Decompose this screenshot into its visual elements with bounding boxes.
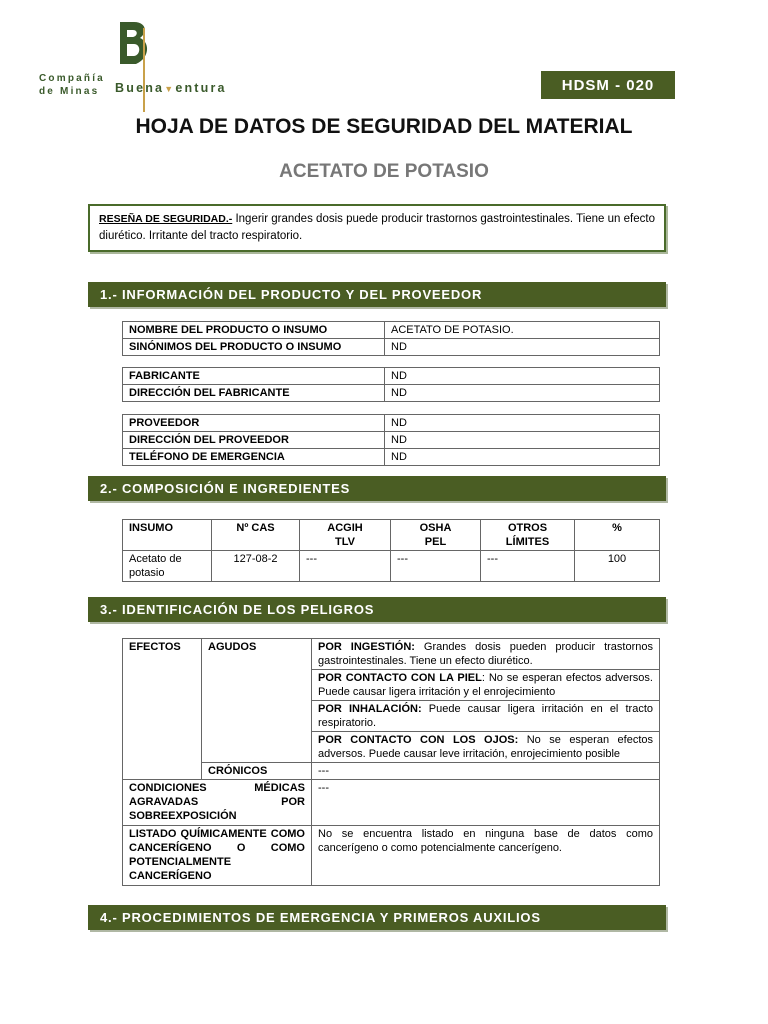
table-row	[123, 339, 660, 356]
safety-summary-box	[88, 204, 666, 252]
column-header: ACGIH TLV	[300, 520, 391, 551]
column-header: INSUMO	[123, 520, 212, 551]
table-row	[123, 763, 660, 780]
table-row	[123, 368, 660, 385]
table-cell: ---	[300, 551, 391, 582]
field-value: ND	[385, 415, 660, 432]
chronic-label: CRÓNICOS	[202, 763, 312, 780]
carcinogen-listing-value: No se encuentra listado en ninguna base de datos como cancerígeno o como potencialmente cancerígeno.	[312, 826, 660, 886]
product-name-table	[122, 321, 660, 356]
table-row	[123, 826, 660, 886]
column-header: OSHA PEL	[391, 520, 481, 551]
field-label: DIRECCIÓN DEL PROVEEDOR	[123, 432, 385, 449]
field-label: SINÓNIMOS DEL PRODUCTO O INSUMO	[123, 339, 385, 356]
chronic-value: ---	[312, 763, 660, 780]
table-row	[123, 432, 660, 449]
field-value: ND	[385, 385, 660, 402]
field-label: FABRICANTE	[123, 368, 385, 385]
supplier-table	[122, 414, 660, 466]
hazard-inhalation: POR INHALACIÓN: Puede causar ligera irritación en el tracto respiratorio.	[312, 701, 660, 732]
material-name: ACETATO DE POTASIO	[279, 161, 489, 182]
column-header: Nº CAS	[212, 520, 300, 551]
table-header-row	[123, 520, 660, 551]
logo-brand-text: Buena▼entura	[115, 81, 227, 95]
field-value: ND	[385, 339, 660, 356]
section-1-header: 1.- INFORMACIÓN DEL PRODUCTO Y DEL PROVEEDOR	[88, 282, 666, 307]
document-title: HOJA DE DATOS DE SEGURIDAD DEL MATERIAL	[135, 115, 633, 138]
hazards-table	[122, 638, 660, 886]
section-4-header: 4.- PROCEDIMIENTOS DE EMERGENCIA Y PRIMEROS AUXILIOS	[88, 905, 666, 930]
section-2-header: 2.- COMPOSICIÓN E INGREDIENTES	[88, 476, 666, 501]
column-header: %	[575, 520, 660, 551]
table-cell: ---	[391, 551, 481, 582]
field-label: NOMBRE DEL PRODUCTO O INSUMO	[123, 322, 385, 339]
field-value: ACETATO DE POTASIO.	[385, 322, 660, 339]
field-value: ND	[385, 368, 660, 385]
table-cell: ---	[481, 551, 575, 582]
medical-conditions-value: ---	[312, 780, 660, 826]
table-cell: 127-08-2	[212, 551, 300, 582]
table-row	[123, 639, 660, 670]
company-logo	[36, 18, 246, 98]
effects-label: EFECTOS	[123, 639, 202, 763]
field-value: ND	[385, 432, 660, 449]
table-row	[123, 322, 660, 339]
table-cell: Acetato de potasio	[123, 551, 212, 582]
field-value: ND	[385, 449, 660, 466]
table-row	[123, 449, 660, 466]
table-row	[123, 385, 660, 402]
section-3-header: 3.- IDENTIFICACIÓN DE LOS PELIGROS	[88, 597, 666, 622]
field-label: TELÉFONO DE EMERGENCIA	[123, 449, 385, 466]
hazard-ingestion: POR INGESTIÓN: Grandes dosis pueden producir trastornos gastrointestinales. Tiene un efecto diurético.	[312, 639, 660, 670]
column-header: OTROS LÍMITES	[481, 520, 575, 551]
hazard-skin: POR CONTACTO CON LA PIEL: No se esperan efectos adversos. Puede causar ligera irritación y el enrojecimiento	[312, 670, 660, 701]
table-row	[123, 551, 660, 582]
safety-summary-text: Ingerir grandes dosis puede producir trastornos gastrointestinales. Tiene un efecto diurético. Irritante del tracto respiratorio.	[99, 213, 655, 242]
safety-summary-label: RESEÑA DE SEGURIDAD.-	[99, 213, 233, 225]
field-label: PROVEEDOR	[123, 415, 385, 432]
composition-table	[122, 519, 660, 582]
document-code-badge: HDSM - 020	[541, 71, 675, 99]
table-row	[123, 415, 660, 432]
logo-divider	[143, 28, 145, 112]
table-row	[123, 780, 660, 826]
manufacturer-table	[122, 367, 660, 402]
hazard-eyes: POR CONTACTO CON LOS OJOS: No se esperan efectos adversos. Puede causar leve irritación, enrojecimiento posible	[312, 732, 660, 763]
medical-conditions-label: CONDICIONES MÉDICAS AGRAVADAS POR SOBREEXPOSICIÓN	[123, 780, 312, 826]
acute-label: AGUDOS	[202, 639, 312, 763]
carcinogen-listing-label: LISTADO QUÍMICAMENTE COMO CANCERÍGENO O COMO POTENCIALMENTE CANCERÍGENO	[123, 826, 312, 886]
field-label: DIRECCIÓN DEL FABRICANTE	[123, 385, 385, 402]
logo-b-icon	[118, 20, 152, 70]
table-cell	[123, 763, 202, 780]
logo-company-text: Compañía de Minas	[39, 73, 105, 97]
table-cell: 100	[575, 551, 660, 582]
